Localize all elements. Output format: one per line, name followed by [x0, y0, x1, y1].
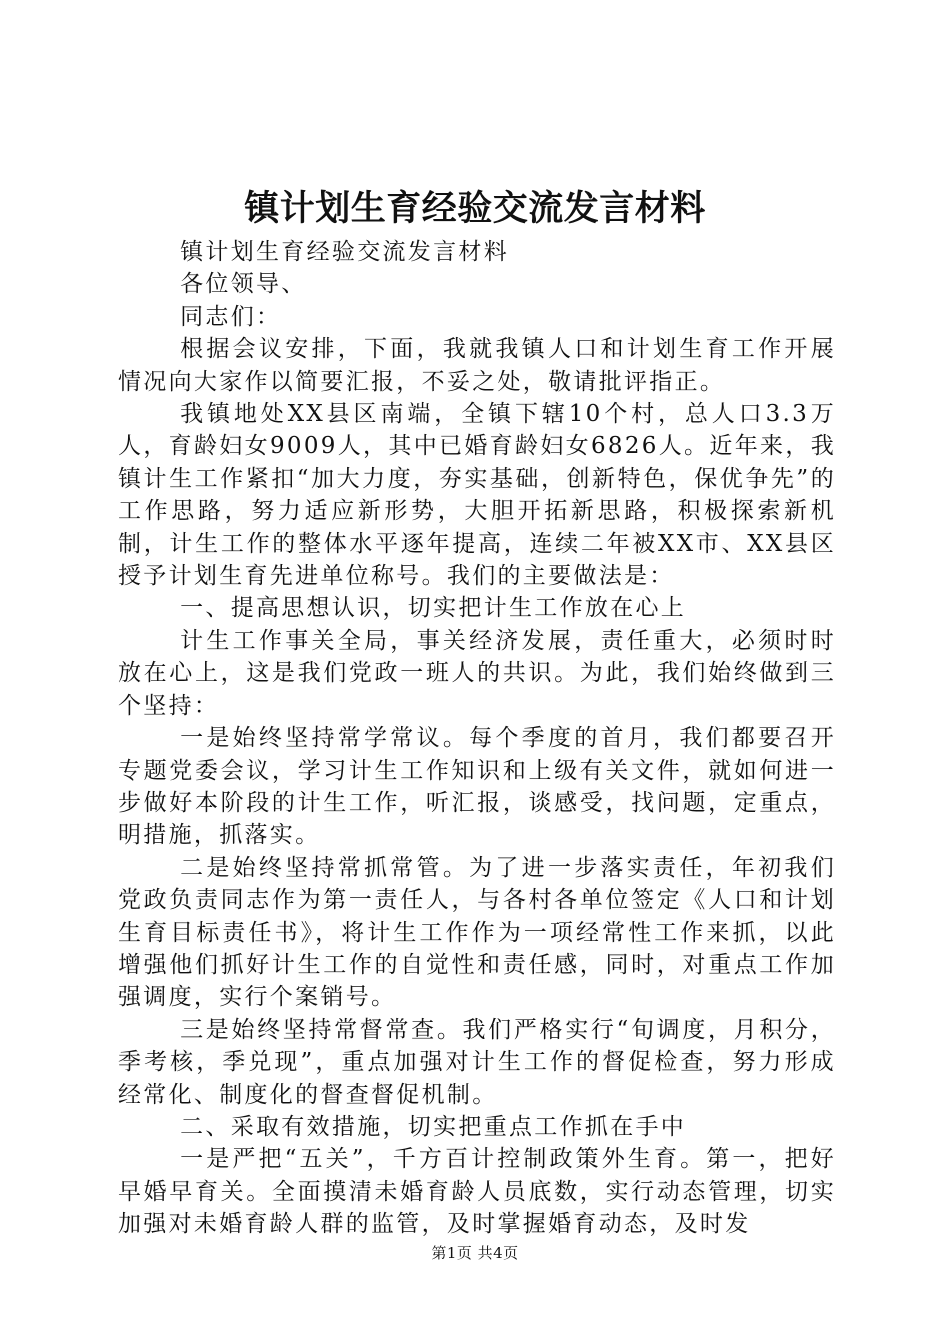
paragraph: 二是始终坚持常抓常管。为了进一步落实责任，年初我们党政负责同志作为第一责任人，与各村各单位签定《人口和计划生育目标责任书》，将计生工作作为一项经常性工作来抓，以此增强他们抓好计生工作的自觉性和责任感，同时，对重点工作加强调度，实行个案销号。 — [118, 854, 836, 1011]
paragraph: 一是严把“五关”，千方百计控制政策外生育。第一，把好早婚早育关。全面摸清未婚育龄人员底数，实行动态管理，切实加强对未婚育龄人群的监管，及时掌握婚育动态，及时发 — [118, 1146, 836, 1238]
paragraph: 计生工作事关全局，事关经济发展，责任重大，必须时时放在心上，这是我们党政一班人的共识。为此，我们始终做到三个坚持： — [118, 627, 836, 719]
paragraph: 镇计划生育经验交流发言材料 — [180, 239, 509, 265]
paragraph: 一是始终坚持常学常议。每个季度的首月，我们都要召开专题党委会议，学习计生工作知识和上级有关文件，就如何进一步做好本阶段的计生工作，听汇报，谈感受，找问题，定重点，明措施，抓落实。 — [118, 725, 836, 849]
paragraph: 三是始终坚持常督常查。我们严格实行“旬调度，月积分，季考核，季兑现”，重点加强对计生工作的督促检查，努力形成经常化、制度化的督查督促机制。 — [118, 1016, 836, 1108]
page-footer — [0, 1243, 950, 1263]
paragraph: 根据会议安排，下面，我就我镇人口和计划生育工作开展情况向大家作以简要汇报，不妥之处，敬请批评指正。 — [118, 336, 836, 395]
paragraph: 我镇地处XX县区南端，全镇下辖10个村，总人口3.3万人，育龄妇女9009人，其中已婚育龄妇女6826人。近年来，我镇计生工作紧扣“加大力度，夯实基础，创新特色，保优争先”的工作思路，努力适应新形势，大胆开拓新思路，积极探索新机制，计生工作的整体水平逐年提高，连续二年被XX市、XX县区授予计划生育先进单位称号。我们的主要做法是： — [118, 401, 836, 590]
document-body — [118, 236, 836, 1241]
document-title: 镇计划生育经验交流发言材料 — [244, 189, 706, 229]
page-number: 第1页 共4页 — [431, 1244, 519, 1262]
section-heading: 二、采取有效措施，切实把重点工作抓在手中 — [180, 1113, 687, 1140]
paragraph: 各位领导、 — [180, 271, 307, 298]
paragraph: 同志们： — [180, 303, 282, 330]
section-heading: 一、提高思想认识，切实把计生工作放在心上 — [180, 595, 687, 622]
